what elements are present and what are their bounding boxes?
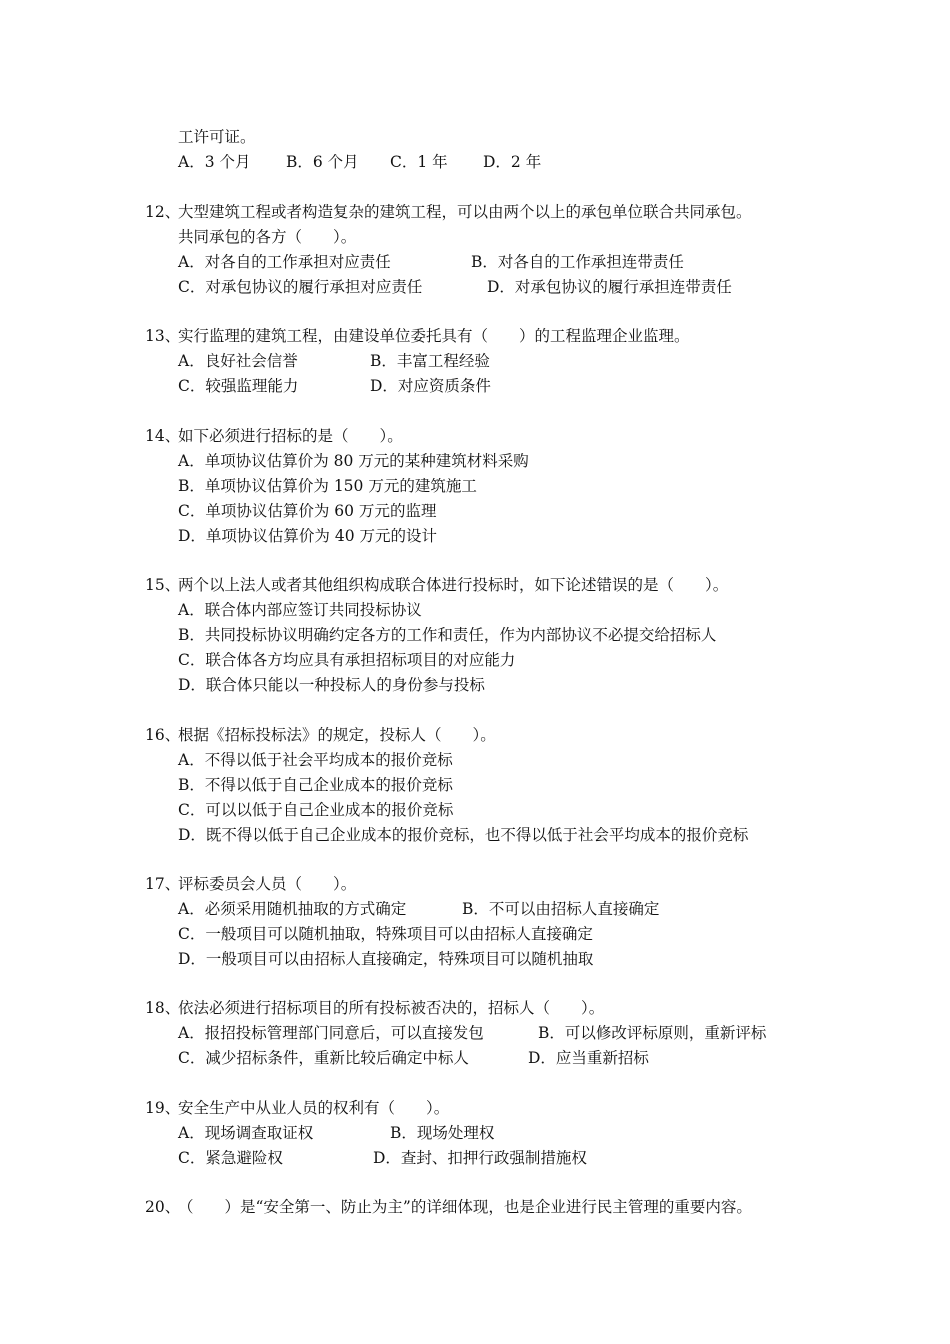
option-c: C．可以以低于自己企业成本的报价竞标 (178, 801, 454, 819)
question-text: 安全生产中从业人员的权利有（ ）。 (178, 1099, 450, 1117)
option-b: B．对各自的工作承担连带责任 (471, 253, 684, 271)
option-a: A．单项协议估算价为 80 万元的某种建筑材料采购 (178, 452, 529, 470)
question-number: 12、 (145, 203, 181, 221)
question-number: 19、 (145, 1099, 181, 1117)
option-d: D．对承包协议的履行承担连带责任 (487, 278, 732, 296)
option-a: A．对各自的工作承担对应责任 (178, 253, 391, 271)
question-number: 17、 (145, 875, 181, 893)
continuation-text: 工许可证。 (178, 128, 256, 146)
option-b: B．不得以低于自己企业成本的报价竞标 (178, 776, 453, 794)
option-a: A．必须采用随机抽取的方式确定 (178, 900, 407, 918)
question-number: 13、 (145, 327, 181, 345)
question-text: 大型建筑工程或者构造复杂的建筑工程，可以由两个以上的承包单位联合共同承包。 (178, 203, 752, 221)
option-c: C．减少招标条件，重新比较后确定中标人 (178, 1049, 469, 1067)
option-d: D．单项协议估算价为 40 万元的设计 (178, 527, 438, 545)
option-d: D．一般项目可以由招标人直接确定，特殊项目可以随机抽取 (178, 950, 594, 968)
option-c: C．联合体各方均应具有承担招标项目的对应能力 (178, 651, 516, 669)
question-number: 15、 (145, 576, 181, 594)
question-text: 实行监理的建筑工程，由建设单位委托具有（ ）的工程监理企业监理。 (178, 327, 690, 345)
option-b: B．可以修改评标原则，重新评标 (538, 1024, 767, 1042)
question-text: 如下必须进行招标的是（ ）。 (178, 427, 403, 445)
option-b: B．6 个月 (286, 153, 359, 171)
question-number: 18、 (145, 999, 181, 1017)
option-c: C．单项协议估算价为 60 万元的监理 (178, 502, 437, 520)
option-a: A．良好社会信誉 (178, 352, 298, 370)
question-text: 评标委员会人员（ ）。 (178, 875, 357, 893)
question-text: 共同承包的各方（ ）。 (178, 228, 357, 246)
question-text: （ ）是“安全第一、防止为主”的详细体现，也是企业进行民主管理的重要内容。 (178, 1198, 752, 1216)
option-c: C．1 年 (390, 153, 448, 171)
option-d: D．查封、扣押行政强制措施权 (373, 1149, 587, 1167)
option-d: D．应当重新招标 (528, 1049, 649, 1067)
question-number: 20、 (145, 1198, 181, 1216)
option-d: D．2 年 (483, 153, 542, 171)
option-d: D．对应资质条件 (370, 377, 491, 395)
option-c: C．对承包协议的履行承担对应责任 (178, 278, 423, 296)
question-text: 两个以上法人或者其他组织构成联合体进行投标时，如下论述错误的是（ ）。 (178, 576, 729, 594)
question-text: 依法必须进行招标项目的所有投标被否决的，招标人（ ）。 (178, 999, 605, 1017)
option-d: D．联合体只能以一种投标人的身份参与投标 (178, 676, 485, 694)
option-b: B．现场处理权 (390, 1124, 495, 1142)
option-c: C．一般项目可以随机抽取，特殊项目可以由招标人直接确定 (178, 925, 593, 943)
option-a: A．现场调查取证权 (178, 1124, 314, 1142)
option-a: A．联合体内部应签订共同投标协议 (178, 601, 422, 619)
option-c: C．较强监理能力 (178, 377, 299, 395)
option-b: B．不可以由招标人直接确定 (462, 900, 660, 918)
option-a: A．不得以低于社会平均成本的报价竞标 (178, 751, 453, 769)
option-a: A．3 个月 (178, 153, 251, 171)
option-d: D．既不得以低于自己企业成本的报价竞标，也不得以低于社会平均成本的报价竞标 (178, 826, 749, 844)
question-number: 16、 (145, 726, 181, 744)
option-c: C．紧急避险权 (178, 1149, 283, 1167)
question-text: 根据《招标投标法》的规定，投标人（ ）。 (178, 726, 496, 744)
question-number: 14、 (145, 427, 181, 445)
option-a: A．报招投标管理部门同意后，可以直接发包 (178, 1024, 484, 1042)
option-b: B．丰富工程经验 (370, 352, 490, 370)
option-b: B．共同投标协议明确约定各方的工作和责任，作为内部协议不必提交给招标人 (178, 626, 717, 644)
option-b: B．单项协议估算价为 150 万元的建筑施工 (178, 477, 477, 495)
